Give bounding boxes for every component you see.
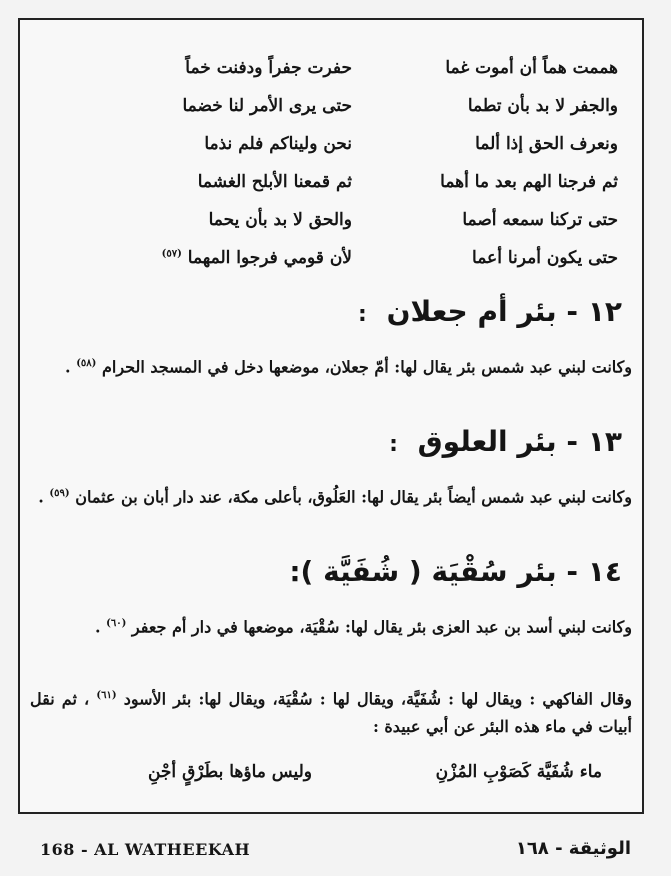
- verse-row: [20, 96, 642, 134]
- section-paragraph: [30, 610, 632, 641]
- section-colon: :: [358, 302, 367, 327]
- section-paragraph: [30, 350, 632, 381]
- paragraph-tail: .: [94, 617, 101, 637]
- extra-text-2: ، ثم نقل أبيات في ماء هذه البئر عن أبي عبيدة :: [30, 689, 632, 737]
- section-number: ١٣: [587, 425, 622, 458]
- verse-left: [132, 248, 352, 268]
- verse-row: [20, 172, 642, 210]
- paragraph-text: وكانت لبني أسد بن عبد العزى بئر يقال لها: سُقْيَة، موضعها في دار أم جعفر: [131, 617, 632, 637]
- section-number: ١٤: [587, 555, 622, 588]
- verse-left: نحن وليناكم فلم نذما: [204, 134, 352, 154]
- verse-right: ونعرف الحق إذا ألما: [475, 134, 618, 154]
- page-frame: [18, 18, 644, 814]
- verse-left: حتى يرى الأمر لنا خضما: [182, 96, 352, 116]
- section-heading: ١٤ - بئر سُقْيَة ( شُفَيَّة ):: [289, 555, 622, 588]
- section-title: بئر أم جعلان: [386, 295, 557, 328]
- closing-verse-left: وليس ماؤها بطَرْقٍ أجْنِ: [147, 762, 312, 782]
- closing-verse-right: ماء شُفَيَّة كَصَوْبِ المُزْنِ: [435, 762, 602, 782]
- section-paragraph: [30, 480, 632, 511]
- extra-text-1: وقال الفاكهي : ويقال لها : شُفَيَّة، ويقال لها : سُقْيَة، ويقال لها: بئر الأسود: [123, 689, 632, 709]
- verse-right: حتى تركنا سمعه أصما: [462, 210, 618, 230]
- section-colon: :: [389, 432, 398, 457]
- verse-right: والجفر لا بد بأن تطما: [467, 96, 618, 116]
- footnote-marker: (٦١): [96, 690, 117, 701]
- extra-paragraph: [30, 682, 632, 741]
- paragraph-text: وكانت لبني عبد شمس أيضاً بئر يقال لها: العَلُوق، بأعلى مكة، عند دار أبان بن عثمان: [75, 487, 632, 507]
- section-title: بئر سُقْيَة ( شُفَيَّة ):: [289, 555, 557, 588]
- section-number: ١٢: [587, 295, 622, 328]
- section-heading: ١٢ - بئر أم جعلان :: [358, 295, 622, 328]
- footer-left: 168 - AL WATHEEKAH: [40, 840, 251, 859]
- footer-right: الوثيقة - ١٦٨: [515, 838, 631, 859]
- verse-row: [20, 134, 642, 172]
- section-heading: ١٣ - بئر العلوق :: [389, 425, 622, 458]
- section-title: بئر العلوق: [417, 425, 557, 458]
- verse-row: [20, 58, 642, 96]
- footnote-marker: (٥٨): [76, 358, 97, 369]
- verse-right: هممت هماً أن أموت غما: [445, 58, 618, 78]
- footnote-marker: (٥٧): [161, 248, 182, 260]
- verse-row: [20, 248, 642, 286]
- verse-row: [20, 210, 642, 248]
- verse-left-text: لأن قومي فرجوا المهما: [187, 248, 352, 268]
- paragraph-tail: .: [65, 357, 71, 377]
- paragraph-tail: .: [38, 487, 44, 507]
- verse-left: ثم قمعنا الأبلح الغشما: [197, 172, 352, 192]
- paragraph-text: وكانت لبني عبد شمس بئر يقال لها: أمّ جعلان، موضعها دخل في المسجد الحرام: [101, 357, 632, 377]
- footnote-marker: (٥٩): [49, 488, 70, 499]
- verse-left: والحق لا بد بأن يحما: [208, 210, 352, 230]
- verse-left: حفرت جفراً ودفنت خماً: [185, 58, 352, 78]
- verse-right: حتى يكون أمرنا أعما: [472, 248, 618, 268]
- verse-right: ثم فرجنا الهم بعد ما أهما: [440, 172, 618, 192]
- footnote-marker: (٦٠): [106, 618, 127, 629]
